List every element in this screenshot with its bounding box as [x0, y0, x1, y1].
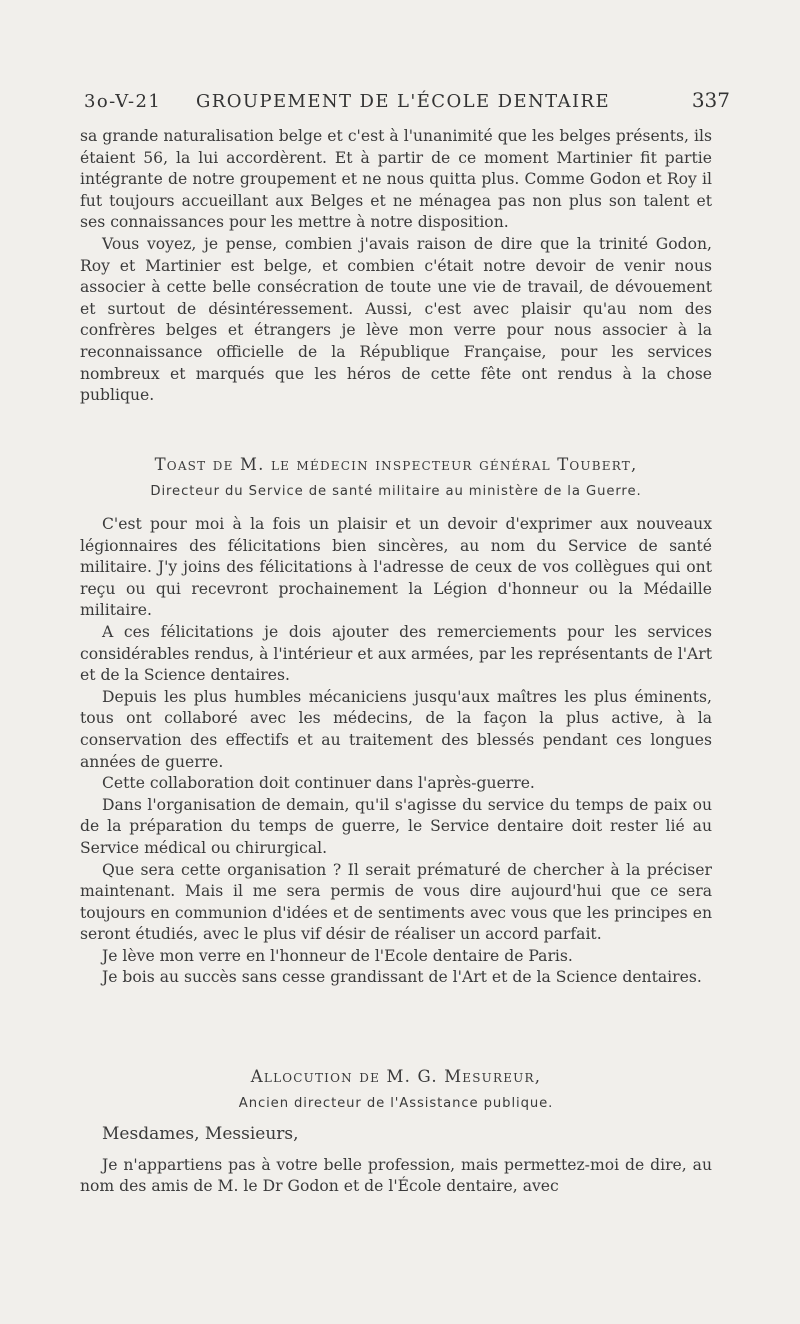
running-head [84, 88, 730, 118]
paragraph: sa grande naturalisation belge et c'est à l'unanimité que les belges présents, ils étaient 56, la lui accordèrent. Et à partir de ce moment Martinier fit partie intégrante de notre groupement et ne nous quitta plus. Comme Godon et Roy il fut toujours accueillant aux Belges et ne ménagea pas non plus son talent et ses connaissances pour les mettre à notre disposition. [80, 127, 712, 232]
paragraph: Que sera cette organisation ? Il serait prématuré de chercher à la préciser maintenant. Mais il me sera permis de vous dire aujourd'hui que ce sera toujours en communion d'idées et de sentiments avec vous que les principes en seront étudiés, avec le plus vif désir de réaliser un accord parfait. [80, 860, 712, 944]
paragraph: Je lève mon verre en l'honneur de l'Ecole dentaire de Paris. [102, 946, 573, 965]
section-continuation [80, 126, 712, 407]
paragraph: Depuis les plus humbles mécaniciens jusqu'aux maîtres les plus éminents, tous ont collaboré avec les médecins, de la façon la plus active, à la conservation des effectifs et au traitement des blessés pendant ces longues années de guerre. [80, 687, 712, 771]
allocution-text [80, 1124, 712, 1198]
paragraph: Vous voyez, je pense, combien j'avais raison de dire que la trinité Godon, Roy et Martinier est belge, et combien c'était notre devoir de venir nous associer à cette belle consécration de toute une vie de travail, de dévouement et surtout de désintéressement. Aussi, c'est avec plaisir qu'au nom des confrères belges et étrangers je lève mon verre pour nous associer à la reconnaissance officielle de la République Française, pour les services nombreux et marqués que les héros de cette fête ont rendus à la chose publique. [80, 234, 712, 405]
page-number: 337 [691, 88, 730, 112]
paragraph: Cette collaboration doit continuer dans l'après-guerre. [102, 774, 535, 793]
allocution-heading [80, 1066, 712, 1114]
paragraph: Dans l'organisation de demain, qu'il s'agisse du service du temps de paix ou de la préparation du temps de guerre, le Service dentaire doit rester lié au Service médical ou chirurgical. [80, 795, 712, 857]
toast-text [80, 514, 712, 989]
running-title: GROUPEMENT DE L'ÉCOLE DENTAIRE [196, 91, 610, 112]
paragraph: C'est pour moi à la fois un plaisir et un devoir d'exprimer aux nouveaux légionnaires des félicitations bien sincères, au nom du Service de santé militaire. J'y joins des félicitations à l'adresse de ceux de vos collègues qui ont reçu ou qui recevront prochainement la Légion d'honneur ou la Médaille militaire. [80, 515, 712, 620]
paragraph: Je n'appartiens pas à votre belle profession, mais permettez-moi de dire, au nom des amis de M. le Dr Godon et de l'École dentaire, avec [80, 1155, 712, 1196]
toast-heading [80, 454, 712, 502]
allocution-title: Allocution de M. G. Mesureur, [250, 1067, 542, 1086]
allocution-subtitle: Ancien directeur de l'Assistance publique. [238, 1096, 554, 1111]
toast-subtitle: Directeur du Service de santé militaire au ministère de la Guerre. [150, 484, 642, 499]
paragraph: A ces félicitations je dois ajouter des remerciements pour les services considérables rendus, à l'intérieur et aux armées, par les représentants de l'Art et de la Science dentaires. [80, 622, 712, 685]
paragraph: Je bois au succès sans cesse grandissant de l'Art et de la Science dentaires. [102, 968, 702, 987]
toast-title: Toast de M. le médecin inspecteur général Toubert, [154, 455, 638, 474]
salutation: Mesdames, Messieurs, [102, 1124, 299, 1144]
issue-date: 3o-V-21 [84, 91, 162, 112]
